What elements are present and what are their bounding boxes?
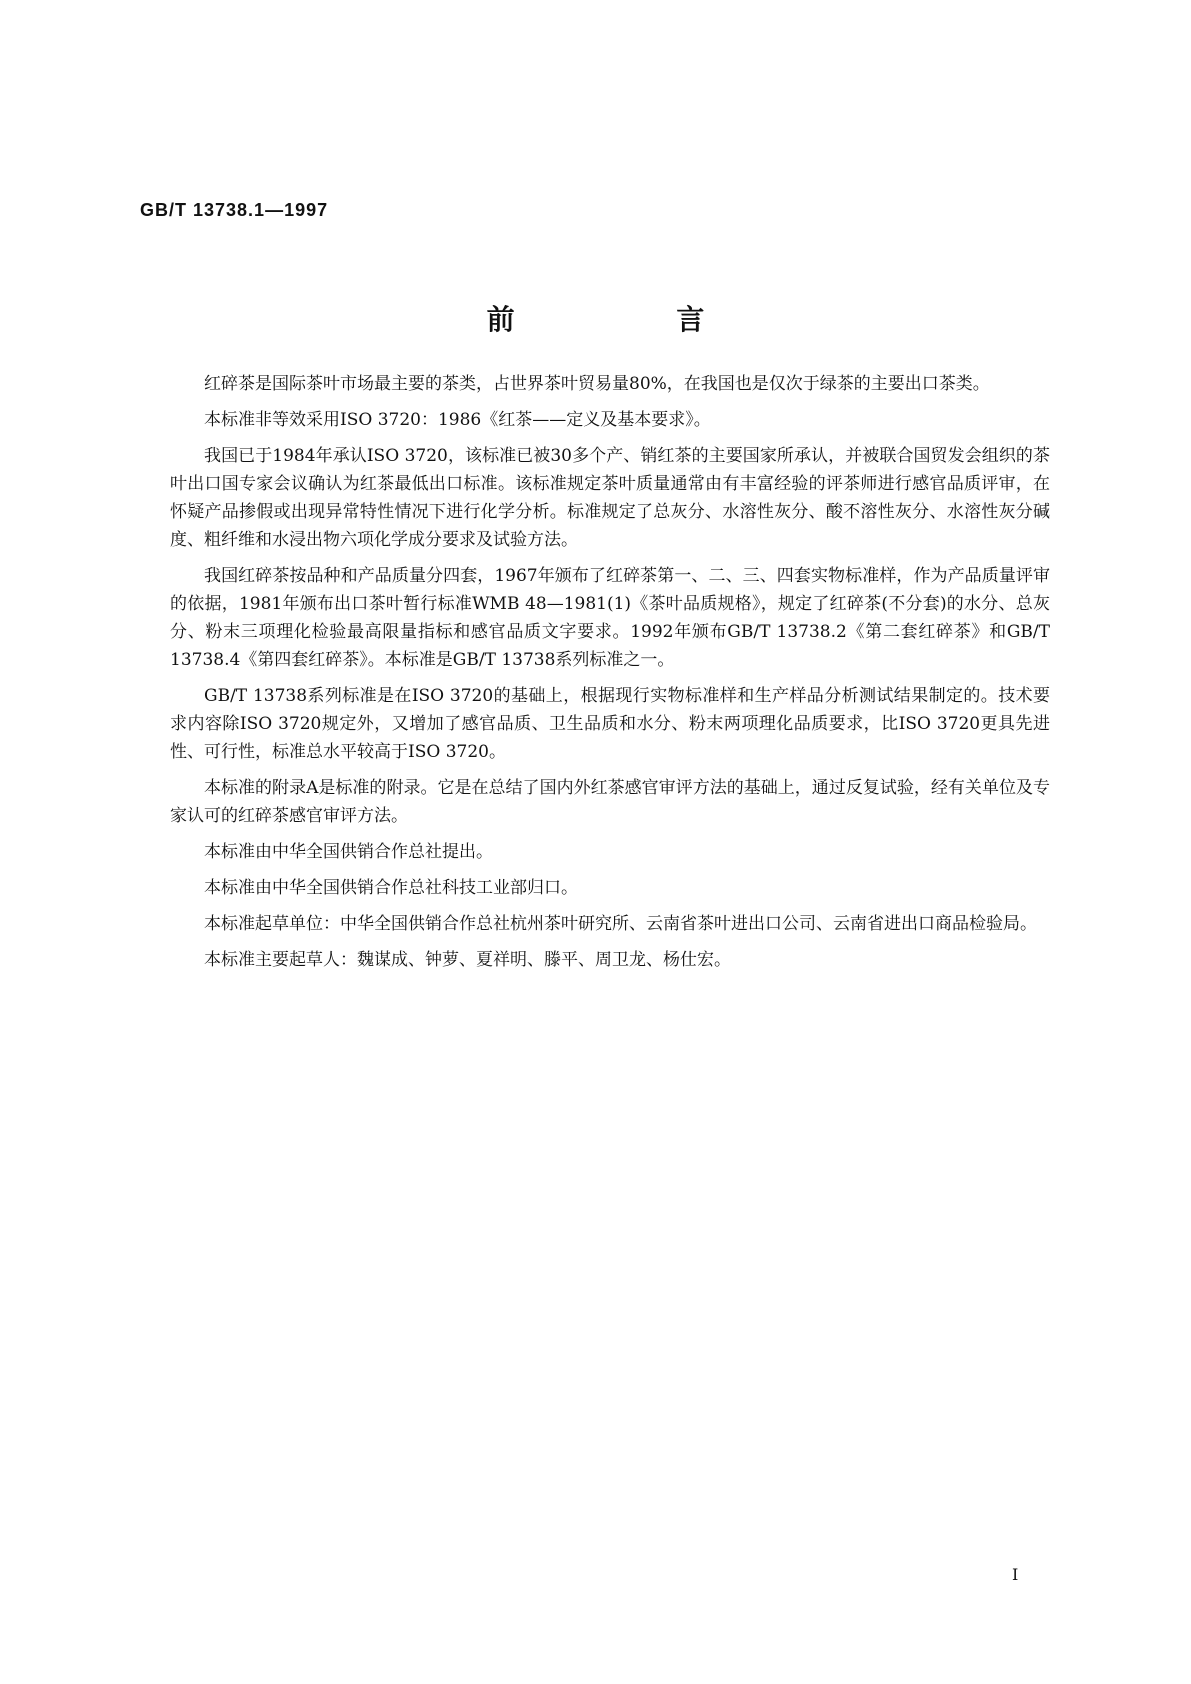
paragraph: 我国红碎茶按品种和产品质量分四套，1967年颁布了红碎茶第一、二、三、四套实物标准样，作为产品质量评审的依据，1981年颁布出口茶叶暂行标准WMB 48—1981(1)《茶叶品质规格》，规定了红碎茶(不分套)的水分、总灰分、粉末三项理化检验最高限量指标和感官品质文字要求。1992年颁布GB/T 13738.2《第二套红碎茶》和GB/T 13738.4《第四套红碎茶》。本标准是GB/T 13738系列标准之一。 (170, 566, 1050, 670)
foreword-body (170, 370, 1050, 982)
paragraph: 红碎茶是国际茶叶市场最主要的茶类，占世界茶叶贸易量80%，在我国也是仅次于绿茶的主要出口茶类。 (204, 374, 990, 394)
paragraph: 本标准由中华全国供销合作总社提出。 (204, 842, 493, 862)
page-title: 前 言 (486, 303, 781, 336)
paragraph: 本标准由中华全国供销合作总社科技工业部归口。 (204, 878, 578, 898)
paragraph: 本标准非等效采用ISO 3720：1986《红茶——定义及基本要求》。 (204, 410, 711, 430)
paragraph: 本标准主要起草人：魏谋成、钟萝、夏祥明、滕平、周卫龙、杨仕宏。 (204, 950, 731, 970)
paragraph: 本标准起草单位：中华全国供销合作总社杭州茶叶研究所、云南省茶叶进出口公司、云南省进出口商品检验局。 (204, 914, 1037, 934)
standard-code: GB/T 13738.1—1997 (140, 200, 329, 220)
page-number: I (1012, 1565, 1019, 1584)
paragraph: GB/T 13738系列标准是在ISO 3720的基础上，根据现行实物标准样和生产样品分析测试结果制定的。技术要求内容除ISO 3720规定外，又增加了感官品质、卫生品质和水分、粉末两项理化品质要求，比ISO 3720更具先进性、可行性，标准总水平较高于ISO 3720。 (170, 686, 1050, 762)
paragraph: 本标准的附录A是标准的附录。它是在总结了国内外红茶感官审评方法的基础上，通过反复试验，经有关单位及专家认可的红碎茶感官审评方法。 (170, 778, 1050, 826)
paragraph: 我国已于1984年承认ISO 3720，该标准已被30多个产、销红茶的主要国家所承认，并被联合国贸发会组织的茶叶出口国专家会议确认为红茶最低出口标准。该标准规定茶叶质量通常由有丰富经验的评茶师进行感官品质评审，在怀疑产品掺假或出现异常特性情况下进行化学分析。标准规定了总灰分、水溶性灰分、酸不溶性灰分、水溶性灰分碱度、粗纤维和水浸出物六项化学成分要求及试验方法。 (170, 446, 1050, 550)
